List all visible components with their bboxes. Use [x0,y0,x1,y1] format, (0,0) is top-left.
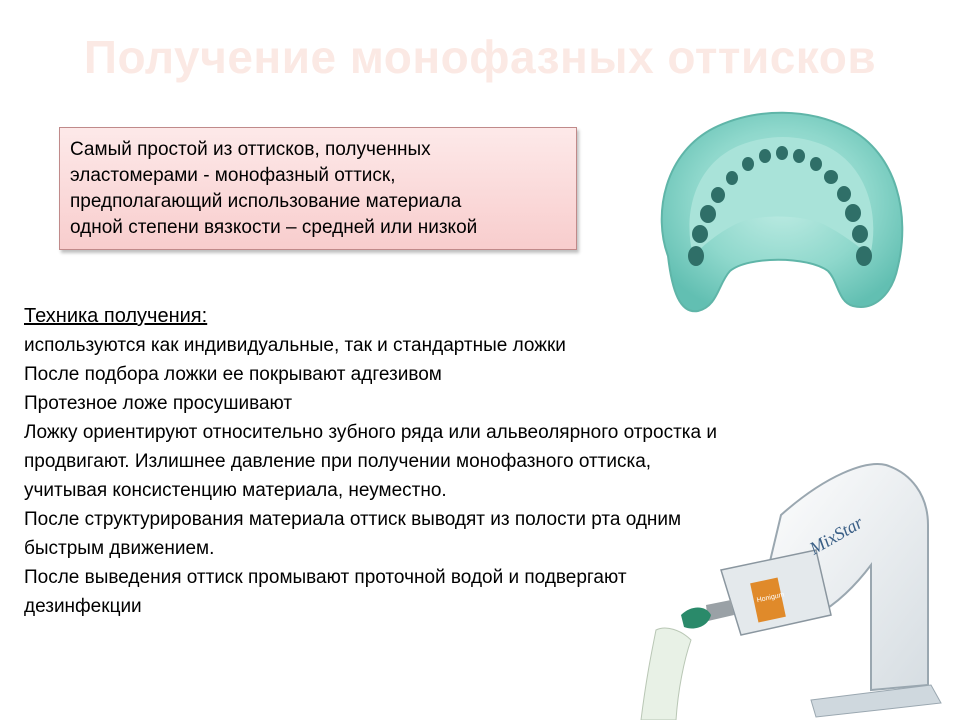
definition-callout [59,127,577,250]
list-item: После подбора ложки ее покрывают адгезивом [24,364,442,385]
mixing-machine-image [636,455,960,720]
list-item: После структурирования материала оттиск выводят из полости рта одним быстрым движением. [24,509,682,559]
list-item: используются как индивидуальные, так и стандартные ложки [24,335,566,356]
mixer-brand-label: MixStar [806,512,867,559]
list-item: После выведения оттиск промывают проточной водой и подвергают дезинфекции [24,567,627,617]
dental-impression-image [648,106,910,322]
technique-heading: Техника получения: [24,305,208,327]
list-item: Ложку ориентируют относительно зубного ряда или альвеолярного отростка и продвигают. Излишнее давление при получении монофазного оттиска, учитывая консистенцию материала, неуместно. [24,422,717,501]
list-item: Протезное ложе просушивают [24,393,293,414]
callout-text: Самый простой из оттисков, полученных эластомерами - монофазный оттиск, предполагающий использование материала одной степени вязкости – средней или низкой [70,139,478,238]
cartridge-label: Honigum [756,591,786,605]
slide-title: Получение монофазных оттисков [83,31,877,83]
